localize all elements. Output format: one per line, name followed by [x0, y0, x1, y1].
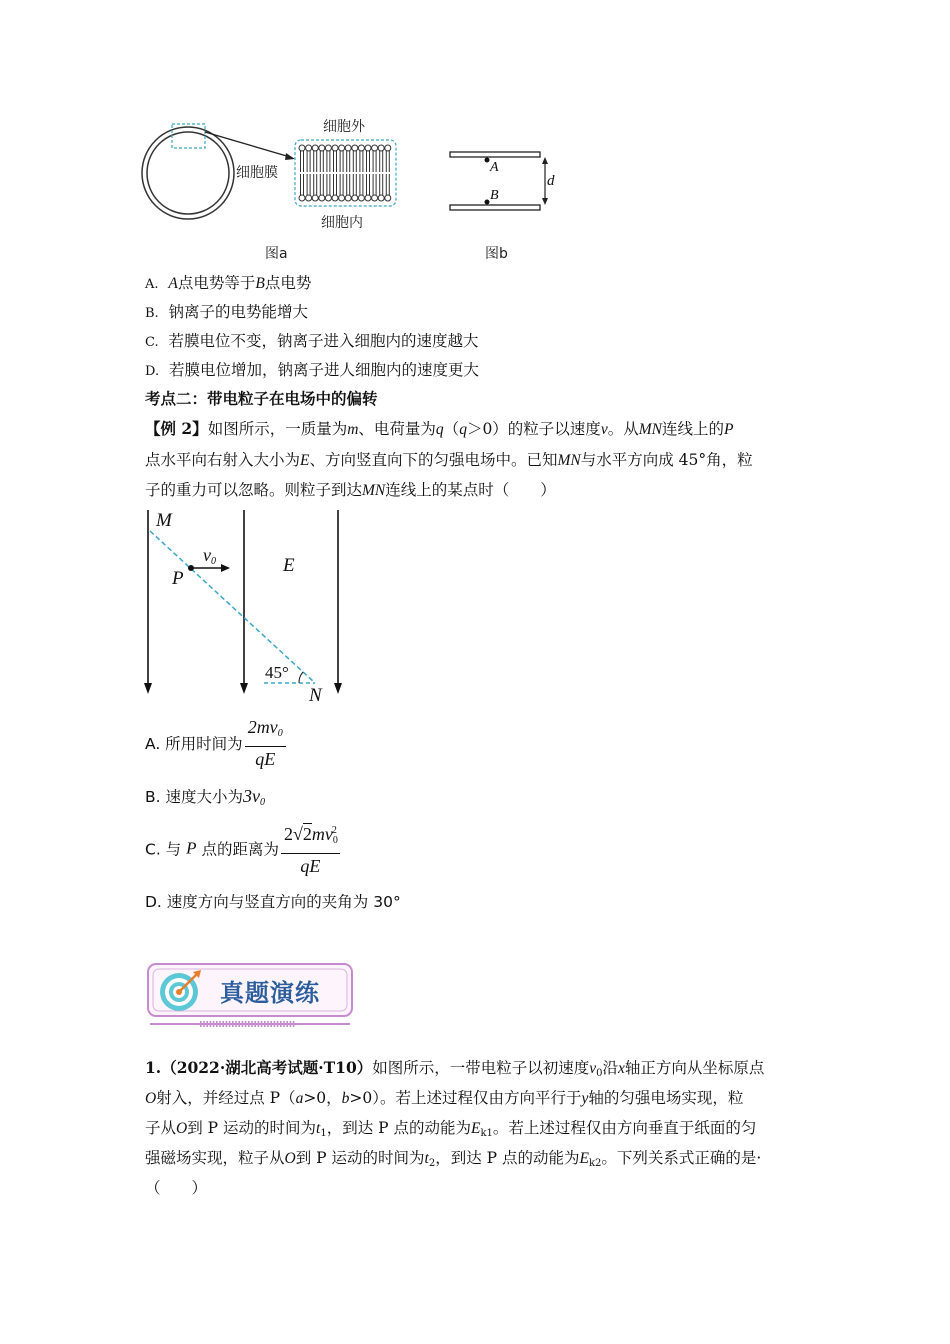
option-a-point2: B — [255, 275, 265, 292]
example2-line1 — [145, 419, 733, 440]
text: ，到达 P 点的动能为 — [435, 1149, 580, 1167]
problem1-line5: （ ） — [145, 1179, 208, 1197]
num-sub: 0 — [332, 835, 338, 846]
banner-tick — [270, 1021, 272, 1027]
banner-tick — [264, 1021, 266, 1027]
lipid-tail — [307, 151, 310, 172]
figure-a — [140, 110, 420, 260]
q2-option-c-prefix: C. 与 — [145, 840, 182, 859]
lipid-tail — [327, 151, 330, 172]
var-a: a — [295, 1090, 304, 1107]
var-q: q — [459, 421, 467, 438]
lipid-tail — [373, 174, 376, 195]
var-q: q — [435, 421, 444, 438]
banner-tick — [210, 1021, 212, 1027]
var-sub: 1 — [320, 1128, 327, 1139]
text: 轴的匀强电场实现，粒 — [588, 1089, 744, 1107]
option-b-text: 钠离子的电势能增大 — [168, 303, 309, 321]
example2-line3 — [145, 480, 556, 501]
label-v0 — [203, 545, 216, 567]
text: >0）。若上述过程仅由方向平行于 — [349, 1089, 582, 1107]
fraction-den: qE — [300, 856, 321, 876]
problem1-line1 — [145, 1058, 764, 1084]
text: 强磁场实现，粒子从 — [145, 1149, 285, 1167]
lipid-head — [332, 145, 338, 151]
banner-tick — [277, 1021, 279, 1027]
fraction-time — [245, 716, 286, 770]
lipid-tail — [334, 151, 337, 172]
lipid-head — [319, 195, 325, 201]
text: 如图所示，一质量为 — [207, 420, 348, 438]
lipid-tail — [380, 174, 383, 195]
example2-line2 — [145, 450, 753, 471]
text: 点水平向右射入大小为 — [145, 451, 301, 469]
var-mn: MN — [362, 482, 386, 499]
fraction-den: qE — [255, 749, 276, 769]
lipid-head — [378, 195, 384, 201]
label-p: P — [172, 568, 184, 589]
lipid-head — [332, 195, 338, 201]
lipid-head — [325, 145, 331, 151]
fraction-num — [245, 716, 286, 747]
text: 到 P 运动的时间为 — [295, 1149, 425, 1167]
lipid-tail — [360, 174, 363, 195]
option-c-prefix: C. — [145, 335, 159, 350]
figure-a-drawing — [140, 110, 420, 260]
banner-title: 真题演练 — [220, 979, 320, 1007]
q2-option-a — [145, 716, 286, 770]
banner-tick — [200, 1021, 202, 1027]
option-a-text1: 点电势等于 — [177, 274, 256, 292]
num-post: mv — [311, 824, 333, 844]
banner-tick — [280, 1021, 282, 1027]
label-m: M — [156, 510, 172, 531]
text: 。下列关系式正确的是· — [601, 1149, 762, 1167]
banner-tick — [238, 1021, 240, 1027]
text: 、方向竖直向下的匀强电场中。已知 — [309, 451, 558, 469]
option-a — [145, 273, 311, 295]
banner-tick — [206, 1021, 208, 1027]
example-tag: 【例 2】 — [145, 419, 208, 438]
lipid-head — [306, 195, 312, 201]
banner-tick — [258, 1021, 260, 1027]
option-c — [145, 331, 479, 353]
lipid-tail — [367, 151, 370, 172]
lipid-tail — [301, 174, 304, 195]
lipid-head — [385, 145, 391, 151]
lipid-head — [378, 145, 384, 151]
text: 连线上的某点时（ ） — [385, 481, 556, 499]
label-e: E — [283, 555, 295, 576]
q2-option-b — [145, 785, 265, 808]
label-angle: 45° — [265, 663, 289, 682]
lipid-head — [352, 145, 358, 151]
banner-tick — [267, 1021, 269, 1027]
text: ＞0）的粒子以速度 — [466, 420, 601, 438]
lipid-head — [339, 195, 345, 201]
banner-tick — [248, 1021, 250, 1027]
text: ，到达 P 点的动能为 — [326, 1119, 471, 1137]
lipid-head — [352, 195, 358, 201]
var-p: P — [186, 838, 197, 858]
var-e: E — [579, 1150, 589, 1167]
section-title: 考点二：带电粒子在电场中的偏转 — [145, 389, 378, 408]
banner-tick — [232, 1021, 234, 1027]
var-sub: k2 — [588, 1158, 602, 1169]
lipid-head — [312, 195, 318, 201]
var-t: t — [424, 1150, 429, 1167]
lipid-tail — [307, 174, 310, 195]
lipid-tail — [360, 151, 363, 172]
option-b-prefix: B. — [145, 306, 159, 321]
figure-electric-field — [140, 505, 360, 710]
label-n: N — [309, 685, 322, 706]
text: 。若上述过程仅由方向垂直于纸面的匀 — [492, 1119, 757, 1137]
lipid-tail — [314, 174, 317, 195]
caption-figure-a: 图a — [265, 246, 288, 262]
lipid-tail — [340, 174, 343, 195]
lipid-tail — [320, 151, 323, 172]
var-sub: 2 — [428, 1158, 436, 1169]
lipid-tail — [353, 151, 356, 172]
var-v: v — [600, 421, 608, 438]
option-a-text2: 点电势 — [264, 274, 312, 292]
banner-tick — [203, 1021, 205, 1027]
caption-figure-b: 图b — [485, 246, 508, 262]
lipid-head — [312, 145, 318, 151]
problem-source: （2022·湖北高考试题·T10） — [161, 1058, 373, 1077]
lipid-tail — [320, 174, 323, 195]
label-membrane: 细胞膜 — [236, 165, 278, 181]
label-v: v — [203, 545, 211, 565]
label-point-a: A — [490, 160, 499, 175]
var-o: O — [176, 1120, 188, 1137]
var-mn: MN — [557, 452, 581, 469]
problem1-line4 — [145, 1148, 761, 1174]
lipid-head — [372, 195, 378, 201]
lipid-head — [299, 145, 305, 151]
sqrt-icon: √ — [292, 824, 303, 844]
label-inside: 细胞内 — [321, 215, 363, 231]
num-sub: 0 — [277, 728, 283, 739]
lipid-head — [372, 145, 378, 151]
lipid-head — [306, 145, 312, 151]
num-sup: 2 — [331, 825, 337, 836]
lipid-head — [339, 145, 345, 151]
var-e: E — [471, 1120, 481, 1137]
banner-tick — [293, 1021, 295, 1027]
lipid-head — [299, 195, 305, 201]
var-x: x — [618, 1060, 625, 1077]
lipid-tail — [347, 151, 350, 172]
banner-tick — [242, 1021, 244, 1027]
label-distance-d: d — [547, 173, 555, 189]
option-d — [145, 360, 479, 382]
q2-option-c-mid: 点的距离为 — [201, 840, 279, 859]
q2-option-a-prefix: A. 所用时间为 — [145, 735, 243, 753]
figure-b — [445, 145, 575, 265]
fraction-num — [281, 820, 340, 854]
banner-tick — [235, 1021, 237, 1027]
speed-value — [243, 786, 265, 806]
var-o: O — [284, 1150, 296, 1167]
banner-tick — [286, 1021, 288, 1027]
problem1-line2 — [145, 1088, 743, 1109]
num-text: 2mv — [247, 717, 278, 737]
banner-tick — [254, 1021, 256, 1027]
banner-tick — [213, 1021, 215, 1027]
lipid-head — [385, 195, 391, 201]
lipid-head — [345, 195, 351, 201]
var-y: y — [581, 1090, 589, 1107]
text: 与水平方向成 45°角，粒 — [580, 451, 753, 469]
lipid-head — [345, 145, 351, 151]
var-m: m — [347, 421, 359, 438]
banner-tick — [261, 1021, 263, 1027]
problem1-line3 — [145, 1118, 756, 1144]
speed-sub: 0 — [260, 797, 265, 808]
fraction-distance — [281, 820, 340, 877]
label-v-sub: 0 — [211, 556, 216, 567]
var-sub: k1 — [480, 1128, 493, 1139]
text: >0， — [303, 1089, 342, 1107]
var-t: t — [316, 1120, 321, 1137]
var-p: P — [723, 421, 734, 438]
option-b — [145, 302, 308, 324]
text: 连线上的 — [661, 420, 724, 438]
var-o: O — [145, 1090, 157, 1107]
num-pre: 2 — [283, 824, 293, 844]
banner-tick — [251, 1021, 253, 1027]
banner-tick — [274, 1021, 276, 1027]
var-b: b — [341, 1090, 350, 1107]
text: 轴正方向从坐标原点 — [624, 1059, 765, 1077]
option-a-point1: A — [168, 275, 178, 292]
text: 、电荷量为 — [358, 420, 436, 438]
text: 射入，并经过点 P（ — [156, 1089, 296, 1107]
speed-text: 3v — [243, 786, 260, 806]
var-v: v — [589, 1060, 597, 1077]
text: 子的重力可以忽略。则粒子到达 — [145, 481, 363, 499]
label-outside: 细胞外 — [323, 119, 365, 135]
banner — [145, 960, 357, 1030]
lipid-head — [325, 195, 331, 201]
banner-tick — [216, 1021, 218, 1027]
lipid-head — [365, 195, 371, 201]
banner-tick — [290, 1021, 292, 1027]
lipid-tail — [373, 151, 376, 172]
var-e: E — [300, 452, 310, 469]
lipid-tail — [314, 151, 317, 172]
figure-b-drawing — [445, 145, 575, 225]
text: 子从 — [145, 1119, 177, 1137]
lipid-tail — [340, 151, 343, 172]
text: 到 P 运动的时间为 — [187, 1119, 317, 1137]
text: （ — [443, 420, 460, 438]
lipid-tail — [347, 174, 350, 195]
lipid-head — [358, 145, 364, 151]
option-c-text: 若膜电位不变，钠离子进入细胞内的速度越大 — [168, 332, 479, 350]
lipid-head — [358, 195, 364, 201]
text: 如图所示，一带电粒子以初速度 — [372, 1059, 590, 1077]
option-a-prefix: A. — [145, 277, 159, 292]
banner-tick — [219, 1021, 221, 1027]
lipid-head — [365, 145, 371, 151]
banner-tick — [222, 1021, 224, 1027]
banner-tick — [229, 1021, 231, 1027]
figure-field-drawing — [140, 505, 360, 710]
text: 沿 — [602, 1059, 619, 1077]
var-mn: MN — [638, 421, 662, 438]
lipid-tail — [386, 151, 389, 172]
lipid-head — [319, 145, 325, 151]
lipid-tail — [386, 174, 389, 195]
var-sub: 0 — [596, 1068, 603, 1079]
problem-number: 1. — [145, 1058, 162, 1077]
label-point-b: B — [490, 188, 499, 203]
lipid-tail — [380, 151, 383, 172]
num-root: 2 — [302, 824, 312, 844]
lipid-tail — [301, 151, 304, 172]
option-d-prefix: D. — [145, 364, 160, 379]
banner-tick — [283, 1021, 285, 1027]
lipid-tail — [353, 174, 356, 195]
option-d-text: 若膜电位增加，钠离子进人细胞内的速度更大 — [168, 361, 479, 379]
q2-option-b-prefix: B. 速度大小为 — [145, 788, 243, 806]
q2-option-d: D. 速度方向与竖直方向的夹角为 30° — [145, 893, 401, 911]
banner-tick — [245, 1021, 247, 1027]
q2-option-c — [145, 820, 340, 877]
lipid-tail — [334, 174, 337, 195]
lipid-tail — [367, 174, 370, 195]
banner-tick — [226, 1021, 228, 1027]
text: 。从 — [607, 420, 639, 438]
target-icon — [157, 966, 205, 1014]
lipid-tail — [327, 174, 330, 195]
